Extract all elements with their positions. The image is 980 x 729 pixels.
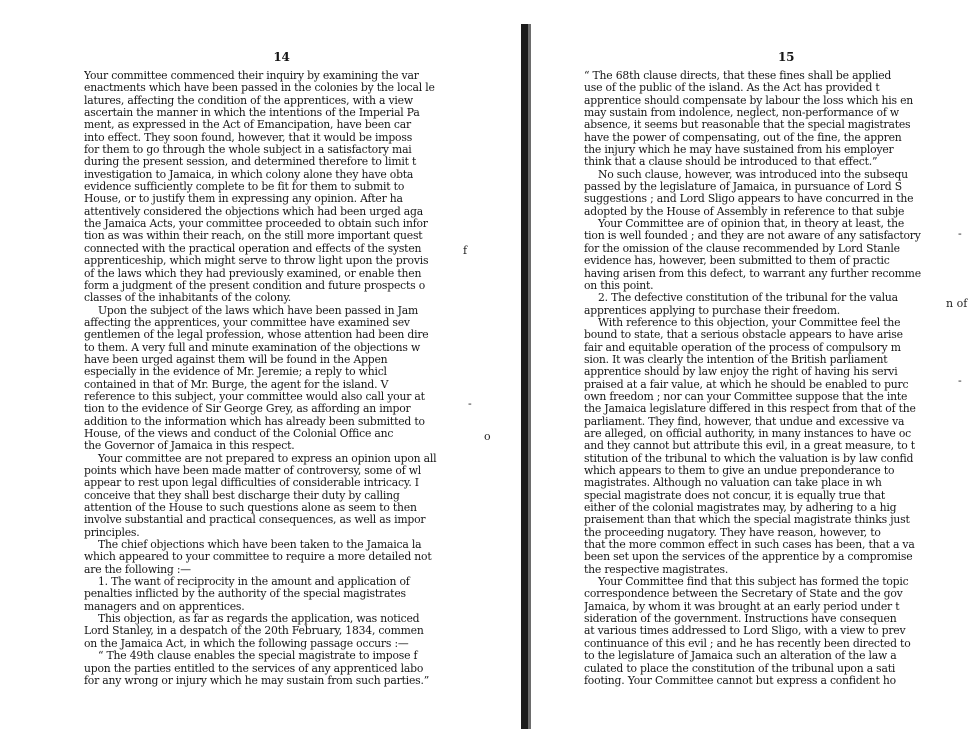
text-line: on the Jamaica Act, in which the following passage occurs :—: [84, 637, 409, 650]
text-line: tion is well founded ; and they are not aware of any satisfactory: [584, 230, 921, 243]
text-line: ascertain the manner in which the intentions of the Imperial Pa: [84, 107, 420, 120]
text-line: conceive that they shall best discharge their duty by calling: [84, 489, 400, 502]
text-line: passed by the legislature of Jamaica, in pursuance of Lord S: [584, 181, 902, 194]
text-line: for them to go through the whole subject in a satisfactory mai: [84, 144, 412, 157]
text-line: either of the colonial magistrates may, by adhering to a hig: [584, 502, 897, 515]
right-page: [584, 0, 980, 729]
text-line: adopted by the House of Assembly in reference to that subje: [584, 205, 905, 218]
text-line: tion as was within their reach, on the still more important quest: [84, 230, 423, 243]
text-line: footing. Your Committee cannot but express a confident ho: [584, 674, 896, 687]
text-line: Your committee are not prepared to express an opinion upon all: [98, 452, 437, 465]
text-line: enactments which have been passed in the colonies by the local le: [84, 82, 435, 95]
text-line: addition to the information which has already been submitted to: [84, 415, 425, 428]
text-line: House, or to justify them in expressing any opinion. After ha: [84, 193, 403, 206]
text-line: form a judgment of the present condition and future prospects o: [84, 279, 426, 292]
text-line: absence, it seems but reasonable that the special magistrates: [584, 119, 911, 132]
text-line: tion to the evidence of Sir George Grey, as affording an impor: [84, 403, 411, 416]
text-line: upon the parties entitled to the services of any apprenticed labo: [84, 662, 424, 675]
margin-mark: -: [958, 374, 962, 387]
text-line: the Jamaica legislature differed in this respect from that of the: [584, 403, 916, 416]
text-line: Lord Stanley, in a despatch of the 20th February, 1834, commen: [84, 625, 424, 638]
text-line: the Governor of Jamaica in this respect.: [84, 440, 295, 453]
text-line: appear to rest upon legal difficulties of considerable intricacy. I: [84, 477, 419, 490]
text-line: to them. A very full and minute examination of the objections w: [84, 341, 421, 354]
text-line: No such clause, however, was introduced into the subsequ: [598, 168, 908, 181]
text-line: The chief objections which have been taken to the Jamaica la: [98, 539, 422, 552]
text-line: magistrates. Although no valuation can take place in wh: [584, 477, 882, 490]
text-line: may sustain from indolence, neglect, non-performance of w: [584, 107, 899, 120]
text-line: have been urged against them will be found in the Appen: [84, 353, 388, 366]
text-line: Your committee commenced their inquiry by examining the var: [84, 70, 419, 82]
text-line: praisement than that which the special magistrate thinks just: [584, 514, 910, 527]
text-line: attention of the House to such questions alone as seem to then: [84, 502, 417, 515]
text-line: sion. It was clearly the intention of the British parliament: [584, 353, 888, 366]
text-line: stitution of the tribunal to which the valuation is by law confid: [584, 452, 914, 465]
text-line: culated to place the constitution of the tribunal upon a sati: [584, 662, 896, 675]
text-line: affecting the apprentices, your committee have examined sev: [84, 316, 410, 329]
text-line: parliament. They find, however, that undue and excessive va: [584, 415, 905, 428]
margin-mark: -: [468, 397, 472, 410]
text-line: House, of the views and conduct of the Colonial Office anc: [84, 427, 394, 440]
page-number-right: 15: [778, 50, 795, 64]
text-line: having arisen from this defect, to warrant any further recomme: [584, 267, 921, 280]
text-line: “ The 68th clause directs, that these fines shall be applied: [584, 70, 892, 82]
text-line: Your Committee are of opinion that, in theory at least, the: [598, 218, 905, 231]
text-line: contained in that of Mr. Burge, the agent for the island. V: [84, 378, 389, 391]
text-line: evidence has, however, been submitted to them of practic: [584, 255, 890, 268]
text-line: managers and on apprentices.: [84, 600, 245, 613]
left-page: [84, 0, 459, 729]
text-line: into effect. They soon found, however, that it would be imposs: [84, 131, 413, 144]
text-line: of the laws which they had previously examined, or enable then: [84, 267, 422, 280]
text-line: This objection, as far as regards the application, was noticed: [98, 613, 420, 626]
text-line: suggestions ; and Lord Sligo appears to have concurred in the: [584, 193, 914, 206]
text-line: during the present session, and determined therefore to limit t: [84, 156, 417, 169]
text-line: 2. The defective constitution of the tribunal for the valua: [598, 292, 898, 305]
book-gutter: [521, 24, 528, 729]
book-gutter-shadow: [528, 24, 531, 729]
text-line: attentively considered the objections which had been urged aga: [84, 205, 423, 218]
text-line: which appeared to your committee to require a more detailed not: [84, 551, 432, 564]
text-line: investigation to Jamaica, in which colony alone they have obta: [84, 168, 414, 181]
text-line: have the power of compensating, out of the fine, the appren: [584, 131, 902, 144]
text-line: classes of the inhabitants of the colony.: [84, 292, 292, 305]
margin-mark: o: [484, 430, 491, 443]
text-line: and they cannot but attribute this evil, in a great measure, to t: [584, 440, 915, 453]
text-line: the injury which he may have sustained from his employer: [584, 144, 894, 157]
margin-mark: f: [463, 244, 468, 257]
text-line: are alleged, on official authority, in many instances to have oc: [584, 427, 911, 440]
text-line: bound to state, that a serious obstacle appears to have arise: [584, 329, 903, 342]
text-line: apprenticeship, which might serve to throw light upon the provis: [84, 255, 429, 268]
text-line: the respective magistrates.: [584, 563, 729, 576]
text-line: points which have been made matter of controversy, some of wl: [84, 465, 422, 477]
right-page-text: [584, 70, 980, 687]
text-line: apprentice should by law enjoy the right of having his servi: [584, 366, 898, 379]
text-line: Your Committee find that this subject has formed the topic: [598, 576, 909, 589]
text-line: penalties inflicted by the authority of the special magistrates: [84, 588, 406, 601]
text-line: to the legislature of Jamaica such an alteration of the law a: [584, 650, 897, 663]
text-line: principles.: [84, 526, 140, 539]
text-line: apprentice should compensate by labour the loss which his en: [584, 94, 914, 107]
text-line: fair and equitable operation of the process of compulsory m: [584, 341, 901, 354]
text-line: Jamaica, by whom it was brought at an early period under t: [584, 600, 900, 613]
text-line: are the following :—: [84, 563, 191, 576]
margin-mark: -: [958, 227, 962, 240]
text-line: reference to this subject, your committee would also call your at: [84, 390, 425, 403]
text-line: “ The 49th clause enables the special magistrate to impose f: [98, 650, 418, 663]
text-line: own freedom ; nor can your Committee suppose that the inte: [584, 390, 908, 403]
text-line: Upon the subject of the laws which have been passed in Jam: [98, 304, 418, 317]
text-line: on this point.: [584, 279, 654, 292]
text-line: for any wrong or injury which he may sustain from such parties.”: [84, 674, 430, 687]
text-line: that the more common effect in such cases has been, that a va: [584, 539, 915, 552]
text-line: ment, as expressed in the Act of Emancipation, have been car: [84, 119, 411, 132]
text-line: use of the public of the island. As the Act has provided t: [584, 82, 880, 95]
text-line: correspondence between the Secretary of State and the gov: [584, 588, 903, 601]
text-line: 1. The want of reciprocity in the amount and application of: [98, 576, 410, 589]
text-line: at various times addressed to Lord Sligo, with a view to prev: [584, 625, 906, 638]
text-line: the proceeding nugatory. They have reason, however, to: [584, 526, 881, 539]
page-number-left: 14: [273, 50, 290, 64]
margin-mark: n of: [946, 297, 968, 310]
text-line: which appears to them to give an undue preponderance to: [584, 465, 895, 477]
text-line: for the omission of the clause recommended by Lord Stanle: [584, 242, 900, 255]
text-line: connected with the practical operation and effects of the systen: [84, 242, 422, 255]
text-line: apprentices applying to purchase their freedom.: [584, 304, 840, 317]
text-line: the Jamaica Acts, your committee proceeded to obtain such infor: [84, 218, 428, 231]
text-line: continuance of this evil ; and he has recently been directed to: [584, 637, 911, 650]
text-line: gentlemen of the legal profession, whose attention had been dire: [84, 329, 429, 342]
text-line: praised at a fair value, at which he should be enabled to purc: [584, 378, 909, 391]
text-line: especially in the evidence of Mr. Jeremie; a reply to whicl: [84, 366, 387, 379]
text-line: involve substantial and practical consequences, as well as impor: [84, 514, 426, 527]
left-page-text: [84, 70, 459, 687]
text-line: evidence sufficiently complete to be fit for them to submit to: [84, 181, 405, 194]
text-line: latures, affecting the condition of the apprentices, with a view: [84, 94, 413, 107]
text-line: been set upon the services of the apprentice by a compromise: [584, 551, 913, 564]
text-line: think that a clause should be introduced to that effect.”: [584, 156, 878, 169]
text-line: With reference to this objection, your Committee feel the: [598, 316, 901, 329]
text-line: special magistrate does not concur, it is equally true that: [584, 489, 886, 502]
text-line: sideration of the government. Instructions have consequen: [584, 613, 897, 626]
